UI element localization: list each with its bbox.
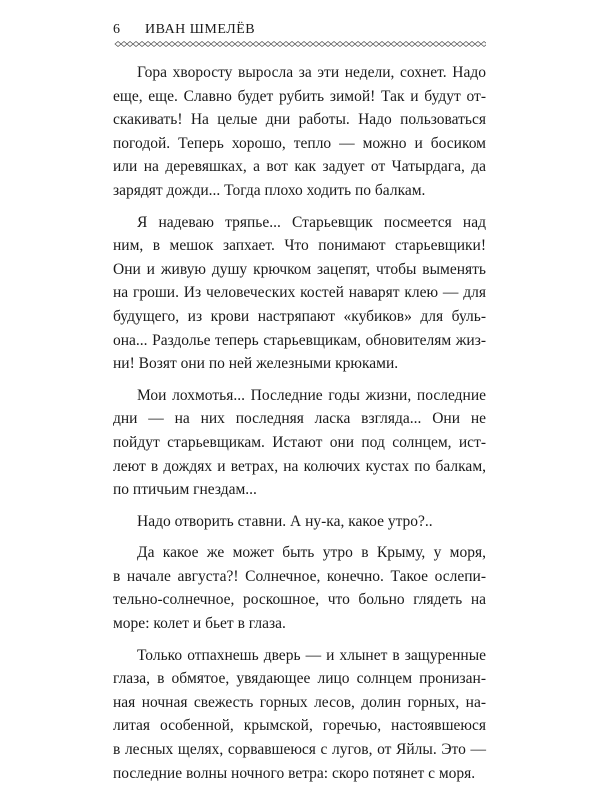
paragraph xyxy=(113,644,486,786)
text-line: Только отпахнешь дверь — и хлынет в защуренные xyxy=(137,646,486,664)
text-line: Мои лохмотья... Последние годы жизни, последние xyxy=(137,386,486,404)
text-line: еще, еще. Славно будет рубить зимой! Так и будут от- xyxy=(113,87,486,105)
text-line: ная ночная свежесть горных лесов, долин горных, на- xyxy=(113,693,486,711)
paragraph xyxy=(113,541,486,635)
paragraph xyxy=(113,211,486,376)
text-line: леют в дождях и ветрах, на колючих кустах по балкам, xyxy=(113,457,486,475)
text-line: на гроши. Из человеческих костей наварят клею — для xyxy=(113,284,486,302)
text-line: Надо отворить ставни. А ну-ка, какое утро?.. xyxy=(137,512,433,530)
text-line: дни — на них последняя ласка взгляда... Они не xyxy=(113,410,486,428)
text-line: Я надеваю тряпье... Старьевщик посмеется над xyxy=(137,213,486,231)
paragraph xyxy=(113,510,486,534)
text-line: в лесных щелях, сорвавшеюся с лугов, от Яйлы. Это — xyxy=(113,741,486,759)
text-line: литая особенной, крымской, горечью, настоявшеюся xyxy=(113,717,486,735)
text-line: по птичьим гнездам... xyxy=(113,481,257,499)
text-line: глаза, в обмятое, увядающее лицо солнцем пронизан- xyxy=(113,670,486,688)
decorative-rule xyxy=(113,40,486,48)
text-line: ни! Возят они по ней железными крюками. xyxy=(113,355,399,373)
text-line: в начале августа?! Солнечное, конечно. Такое ослепи- xyxy=(113,567,486,585)
running-header xyxy=(113,22,255,38)
text-line: или на деревяшках, а вот как задует от Чатырдага, да xyxy=(113,158,486,176)
text-line: скакивать! На целые дни работы. Надо пользоваться xyxy=(113,111,486,129)
text-line: Гора хворосту выросла за эти недели, сохнет. Надо xyxy=(137,64,486,81)
text-line: зарядят дожди... Тогда плохо ходить по балкам. xyxy=(113,181,426,199)
running-title: ИВАН ШМЕЛЁВ xyxy=(145,22,256,37)
paragraph xyxy=(113,384,486,502)
paragraph xyxy=(113,61,486,203)
page-number: 6 xyxy=(113,22,121,37)
text-line: пойдут старьевщикам. Истают они под солнцем, ист- xyxy=(113,433,486,451)
text-line: будущего, из крови настряпают «кубиков» для буль- xyxy=(113,307,486,325)
text-line: Да какое же может быть утро в Крыму, у моря, xyxy=(137,544,486,562)
text-line: последние волны ночного ветра: скоро потянет с моря. xyxy=(113,764,476,782)
text-line: Они и живую душу крючком зацепят, чтобы выменять xyxy=(113,260,486,278)
text-line: она... Раздолье теперь старьевщикам, обновителям жиз- xyxy=(113,331,486,349)
text-line: погодой. Теперь хорошо, тепло — можно и босиком xyxy=(113,134,486,152)
page-body xyxy=(113,61,486,793)
text-line: ним, в мешок запхает. Что понимают старьевщики! xyxy=(113,237,486,255)
text-line: тельно-солнечное, роскошное, что больно глядеть на xyxy=(113,591,486,609)
text-line: море: колет и бьет в глаза. xyxy=(113,615,286,633)
